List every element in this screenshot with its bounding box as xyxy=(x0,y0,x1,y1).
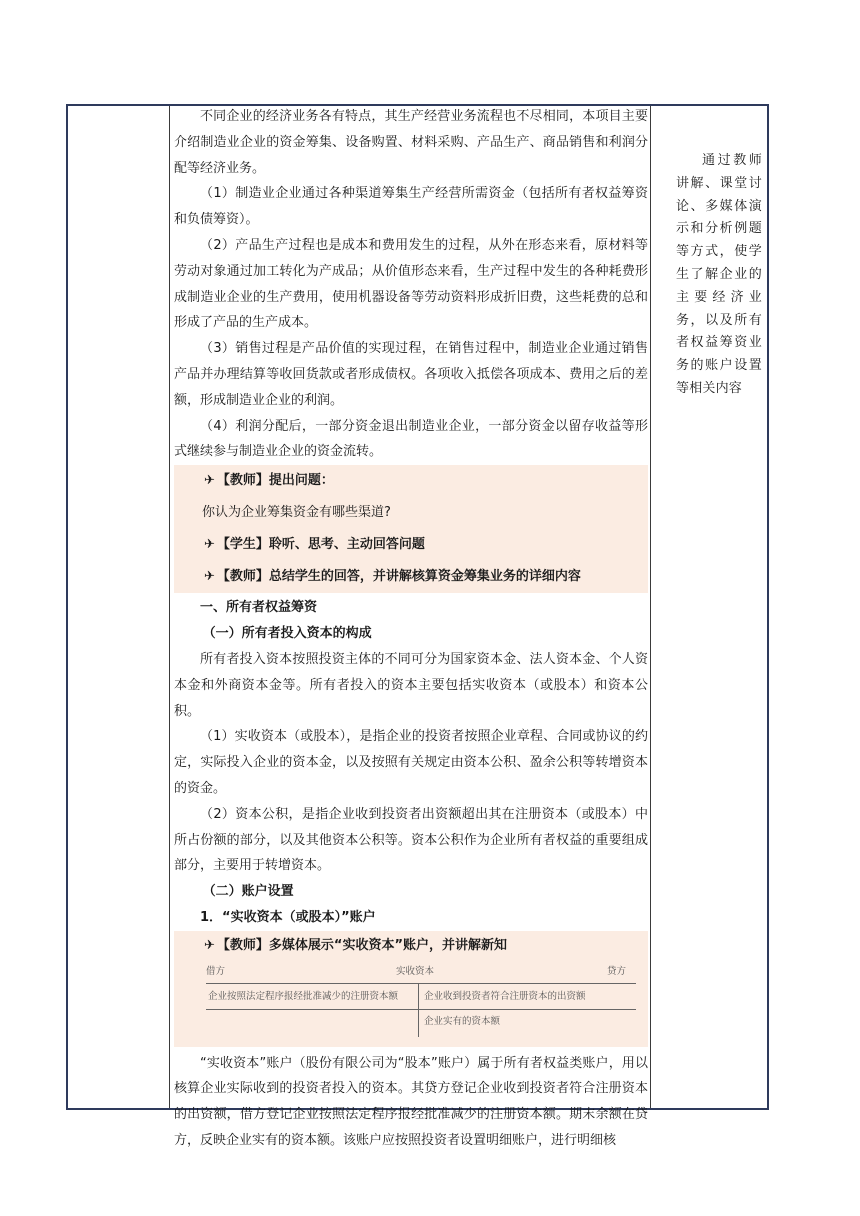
section-heading-1: 一、所有者权益筹资 xyxy=(200,600,318,616)
t-account-credit-entry: 企业收到投资者符合注册资本的出资额 xyxy=(424,990,586,1002)
sub-heading-2: （二）账户设置 xyxy=(202,884,294,900)
main-content xyxy=(174,104,648,1154)
teacher-summary-text: 【教师】总结学生的回答，并讲解核算资金筹集业务的详细内容 xyxy=(216,568,581,584)
plane-icon: ✈ xyxy=(204,536,215,552)
point-1: （1）制造业企业通过各种渠道筹集生产经营所需资金（包括所有者权益筹资和负债筹资）。 xyxy=(174,186,648,228)
question-row: 你认为企业筹集资金有哪些渠道? xyxy=(202,504,391,520)
plane-icon: ✈ xyxy=(204,937,215,953)
t-account-balance-rule xyxy=(206,1009,636,1010)
account-demo-box xyxy=(174,931,648,1047)
column-divider-right xyxy=(650,106,651,1108)
teacher-ask-text: 【教师】提出问题： xyxy=(216,473,334,489)
sub-heading-1: （一）所有者投入资本的构成 xyxy=(202,626,372,642)
student-text: 【学生】聆听、思考、主动回答问题 xyxy=(216,536,425,552)
t-account-diagram xyxy=(206,959,636,1043)
column-divider-left xyxy=(169,106,170,1108)
t-account-title: 实收资本 xyxy=(396,965,435,977)
point-2: （2）产品生产过程也是成本和费用发生的过程，从外在形态来看，原材料等劳动对象通过加工转化为产成品；从价值形态来看，生产过程中发生的各种耗费形成制造业企业的生产费用，使用机器设备等劳动资料形成折旧费，这些耗费的总和形成了产品的生产成本。 xyxy=(174,237,648,331)
side-note-text: 通过教师讲解、课堂讨论、多媒体演示和分析例题等方式，使学生了解企业的主要经济业务，以及所有者权益筹资业务的账户设置等相关内容 xyxy=(676,153,762,396)
teacher-ask-row xyxy=(174,468,648,494)
interaction-box xyxy=(174,465,648,593)
account-item-heading: 1．“实收资本（或股本）”账户 xyxy=(200,909,376,925)
closing-paragraph: “实收资本”账户（股份有限公司为“股本”账户）属于所有者权益类账户，用以核算企业实际收到的投资者投入的资本。其贷方登记企业收到投资者符合注册资本的出资额，借方登记企业按照法定程序报经批准减少的注册资本额。期末余额在贷方，反映企业实有的资本额。该账户应按照投资者设置明细账户，进行明细核 xyxy=(174,1055,648,1148)
t-account-debit-label: 借方 xyxy=(206,965,226,977)
t-account-balance: 企业实有的资本额 xyxy=(424,1015,501,1027)
t-account-top-rule xyxy=(206,983,636,984)
intro-paragraph: 不同企业的经济业务各有特点，其生产经营业务流程也不尽相同，本项目主要介绍制造业企业的资金筹集、设备购置、材料采购、产品生产、商品销售和利润分配等经济业务。 xyxy=(174,109,648,176)
t-account-center-rule xyxy=(418,983,419,1037)
teacher-show-row xyxy=(174,933,648,959)
student-row xyxy=(174,532,648,558)
point-4: （4）利润分配后，一部分资金退出制造业企业，一部分资金以留存收益等形式继续参与制造业企业的资金流转。 xyxy=(174,418,648,460)
sub1-point-2: （2）资本公积，是指企业收到投资者出资额超出其在注册资本（或股本）中所占份额的部分，以及其他资本公积等。资本公积作为企业所有者权益的重要组成部分，主要用于转增资本。 xyxy=(174,806,648,874)
teacher-show-text: 【教师】多媒体展示“实收资本”账户，并讲解新知 xyxy=(216,937,507,953)
point-3: （3）销售过程是产品价值的实现过程，在销售过程中，制造业企业通过销售产品并办理结算等收回货款或者形成债权。各项收入抵偿各项成本、费用之后的差额，形成制造业企业的利润。 xyxy=(174,341,648,408)
teacher-summary-row xyxy=(174,564,648,590)
t-account-debit-entry: 企业按照法定程序报经批准减少的注册资本额 xyxy=(208,990,399,1002)
sub1-point-1: （1）实收资本（或股本），是指企业的投资者按照企业章程、合同或协议的约定，实际投入企业的资本金，以及按照有关规定由资本公积、盈余公积等转增资本的资金。 xyxy=(174,729,648,796)
plane-icon: ✈ xyxy=(204,568,215,584)
t-account-credit-label: 贷方 xyxy=(606,965,626,977)
plane-icon: ✈ xyxy=(204,473,215,489)
sub1-paragraph: 所有者投入资本按照投资主体的不同可分为国家资本金、法人资本金、个人资本金和外商资本金等。所有者投入的资本主要包括实收资本（或股本）和资本公积。 xyxy=(174,651,648,719)
side-note xyxy=(676,150,762,401)
